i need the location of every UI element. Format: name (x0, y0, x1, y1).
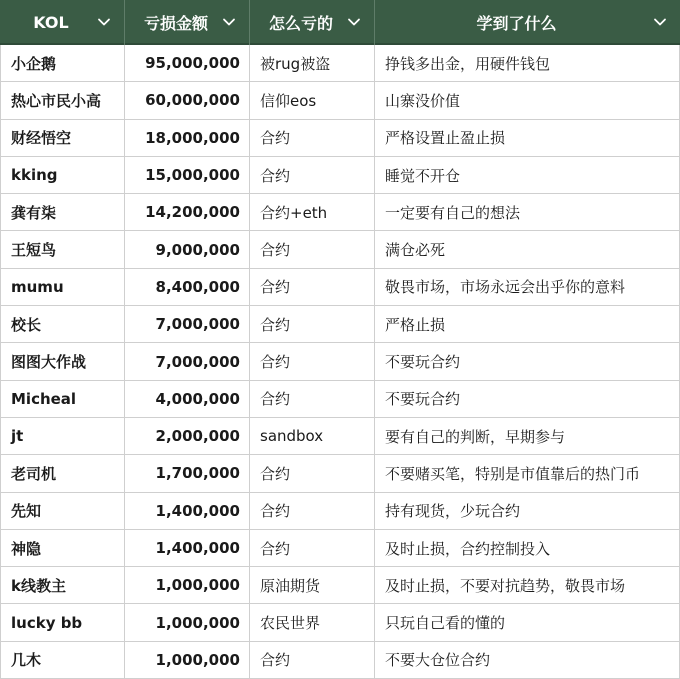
column-header-how-lost[interactable] (250, 0, 375, 45)
chevron-down-icon[interactable] (96, 14, 112, 30)
cell-loss-amount[interactable]: 1,000,000 (125, 604, 250, 640)
cell-how-lost[interactable]: 合约+eth (250, 194, 375, 230)
table-row (0, 455, 680, 492)
cell-loss-amount[interactable]: 4,000,000 (125, 381, 250, 417)
column-header-label: 怎么亏的 (268, 14, 333, 33)
cell-how-lost[interactable]: 合约 (250, 306, 375, 342)
cell-loss-amount[interactable]: 8,400,000 (125, 269, 250, 305)
cell-kol[interactable]: kking (0, 157, 125, 193)
cell-lesson[interactable]: 持有现货，少玩合约 (375, 493, 680, 529)
cell-lesson[interactable]: 不要赌买笔，特别是市值靠后的热门币 (375, 455, 680, 491)
cell-kol[interactable]: 财经悟空 (0, 120, 125, 156)
cell-kol[interactable]: 先知 (0, 493, 125, 529)
cell-kol[interactable]: 图图大作战 (0, 343, 125, 379)
cell-lesson[interactable]: 及时止损，合约控制投入 (375, 530, 680, 566)
cell-loss-amount[interactable]: 60,000,000 (125, 82, 250, 118)
cell-loss-amount[interactable]: 2,000,000 (125, 418, 250, 454)
cell-how-lost[interactable]: 原油期货 (250, 567, 375, 603)
table-row (0, 306, 680, 343)
cell-how-lost[interactable]: 合约 (250, 269, 375, 305)
table-body (0, 45, 680, 679)
cell-loss-amount[interactable]: 14,200,000 (125, 194, 250, 230)
cell-how-lost[interactable]: 被rug被盗 (250, 45, 375, 81)
cell-lesson[interactable]: 一定要有自己的想法 (375, 194, 680, 230)
cell-lesson[interactable]: 挣钱多出金，用硬件钱包 (375, 45, 680, 81)
cell-kol[interactable]: Micheal (0, 381, 125, 417)
table-row (0, 567, 680, 604)
table-row (0, 381, 680, 418)
cell-how-lost[interactable]: 信仰eos (250, 82, 375, 118)
cell-loss-amount[interactable]: 1,000,000 (125, 567, 250, 603)
cell-kol[interactable]: 老司机 (0, 455, 125, 491)
table-row (0, 493, 680, 530)
cell-how-lost[interactable]: sandbox (250, 418, 375, 454)
cell-kol[interactable]: 校长 (0, 306, 125, 342)
cell-kol[interactable]: mumu (0, 269, 125, 305)
table-header (0, 0, 680, 45)
cell-kol[interactable]: 热心市民小高 (0, 82, 125, 118)
cell-loss-amount[interactable]: 9,000,000 (125, 231, 250, 267)
cell-lesson[interactable]: 及时止损，不要对抗趋势，敬畏市场 (375, 567, 680, 603)
cell-how-lost[interactable]: 合约 (250, 343, 375, 379)
cell-loss-amount[interactable]: 1,400,000 (125, 493, 250, 529)
cell-loss-amount[interactable]: 1,000,000 (125, 642, 250, 678)
column-header-loss-amount[interactable] (125, 0, 250, 45)
cell-kol[interactable]: jt (0, 418, 125, 454)
cell-lesson[interactable]: 要有自己的判断，早期参与 (375, 418, 680, 454)
cell-how-lost[interactable]: 合约 (250, 455, 375, 491)
cell-lesson[interactable]: 不要大仓位合约 (375, 642, 680, 678)
column-header-label: KOL (33, 13, 69, 32)
cell-loss-amount[interactable]: 7,000,000 (125, 343, 250, 379)
cell-lesson[interactable]: 不要玩合约 (375, 381, 680, 417)
table-row (0, 604, 680, 641)
cell-lesson[interactable]: 不要玩合约 (375, 343, 680, 379)
table-row (0, 194, 680, 231)
chevron-down-icon[interactable] (652, 14, 668, 30)
column-header-label: 亏损金额 (143, 14, 208, 33)
cell-how-lost[interactable]: 合约 (250, 381, 375, 417)
cell-kol[interactable]: 龚有柒 (0, 194, 125, 230)
table-row (0, 530, 680, 567)
cell-lesson[interactable]: 只玩自己看的懂的 (375, 604, 680, 640)
cell-lesson[interactable]: 严格设置止盈止损 (375, 120, 680, 156)
table-row (0, 45, 680, 82)
chevron-down-icon[interactable] (221, 14, 237, 30)
cell-how-lost[interactable]: 合约 (250, 642, 375, 678)
table-row (0, 231, 680, 268)
cell-lesson[interactable]: 严格止损 (375, 306, 680, 342)
table-row (0, 642, 680, 679)
table-row (0, 418, 680, 455)
column-header-kol[interactable] (0, 0, 125, 45)
cell-how-lost[interactable]: 合约 (250, 493, 375, 529)
cell-how-lost[interactable]: 合约 (250, 231, 375, 267)
cell-kol[interactable]: 几木 (0, 642, 125, 678)
table-row (0, 120, 680, 157)
cell-lesson[interactable]: 睡觉不开仓 (375, 157, 680, 193)
cell-lesson[interactable]: 满仓必死 (375, 231, 680, 267)
cell-kol[interactable]: 王短鸟 (0, 231, 125, 267)
cell-kol[interactable]: 小企鹅 (0, 45, 125, 81)
cell-how-lost[interactable]: 合约 (250, 120, 375, 156)
cell-loss-amount[interactable]: 95,000,000 (125, 45, 250, 81)
cell-loss-amount[interactable]: 7,000,000 (125, 306, 250, 342)
column-header-label: 学到了什么 (476, 14, 557, 33)
cell-lesson[interactable]: 敬畏市场，市场永远会出乎你的意料 (375, 269, 680, 305)
cell-lesson[interactable]: 山寨没价值 (375, 82, 680, 118)
cell-how-lost[interactable]: 农民世界 (250, 604, 375, 640)
table-row (0, 157, 680, 194)
cell-kol[interactable]: 神隐 (0, 530, 125, 566)
table-row (0, 82, 680, 119)
table-row (0, 343, 680, 380)
cell-loss-amount[interactable]: 18,000,000 (125, 120, 250, 156)
cell-how-lost[interactable]: 合约 (250, 157, 375, 193)
cell-loss-amount[interactable]: 15,000,000 (125, 157, 250, 193)
cell-kol[interactable]: lucky bb (0, 604, 125, 640)
cell-how-lost[interactable]: 合约 (250, 530, 375, 566)
table-row (0, 269, 680, 306)
cell-kol[interactable]: k线教主 (0, 567, 125, 603)
cell-loss-amount[interactable]: 1,400,000 (125, 530, 250, 566)
cell-loss-amount[interactable]: 1,700,000 (125, 455, 250, 491)
chevron-down-icon[interactable] (346, 14, 362, 30)
column-header-lesson[interactable] (375, 0, 680, 45)
